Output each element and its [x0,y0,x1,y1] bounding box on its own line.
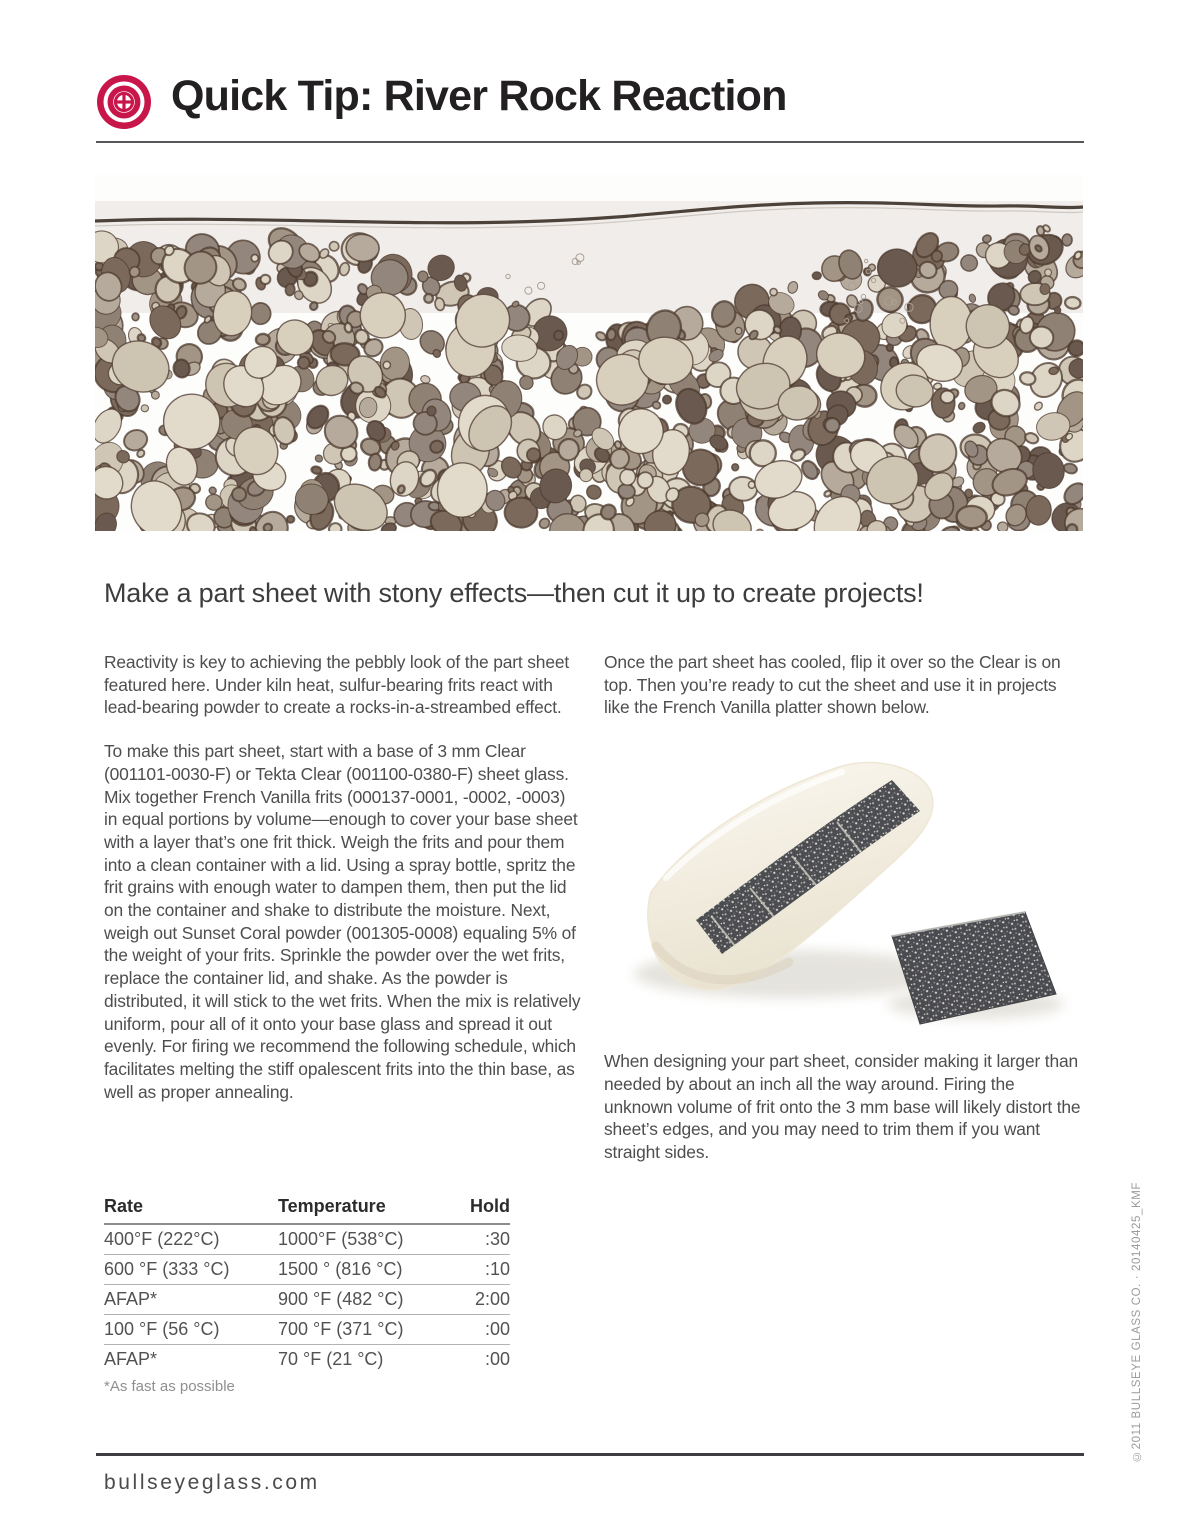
hero-photo-part-sheet [95,175,1083,531]
pebble-texture-graphic [95,175,1083,531]
table-row [104,1255,510,1285]
temperature-cell: 1000°F (538°C) [278,1229,404,1249]
table-row [104,1285,510,1315]
hold-cell: :10 [458,1255,510,1285]
bullseye-logo-icon [95,73,153,131]
left-column [104,651,582,1124]
rate-cell: 400°F (222°C) [104,1229,220,1249]
temperature-cell: 900 °F (482 °C) [278,1285,458,1315]
right-column [604,651,1086,1185]
rate-cell: AFAP* [104,1345,278,1375]
col-header-temperature: Temperature [278,1194,458,1224]
rate-cell: 100 °F (56 °C) [104,1315,278,1345]
body-paragraph: Reactivity is key to achieving the pebbly look of the part sheet featured here. Under kiln heat, sulfur-bearing frits react with lead-bearing powder to create a rocks-in-a-streambed effect. [104,652,570,718]
temperature-cell: 700 °F (371 °C) [278,1315,458,1345]
hold-cell: :00 [458,1345,510,1375]
table-footnote: *As fast as possible [104,1378,235,1395]
hold-cell: 2:00 [458,1285,510,1315]
body-paragraph: When designing your part sheet, consider making it larger than needed by about an inch all the way around. Firing the unknown volume of frit onto the 3 mm base will likely distort the sheet’s edges, and you may need to trim them if you want straight sides. [604,1051,1081,1162]
body-paragraph: To make this part sheet, start with a base of 3 mm Clear (001101-0030-F) or Tekta Clear (001100-0380-F) sheet glass. Mix together French Vanilla frits (000137-0001, -0002, -0003) in equal portions by volume—enough to cover your base sheet with a layer that’s one frit thick. Weigh the frits and pour them into a clean container with a lid. Using a spray bottle, spritz the frit grains with enough water to dampen them, then put the lid on the container and shake to distribute the moisture. Next, weigh out Sunset Coral powder (001305-0008) equaling 5% of the weight of your frits. Sprinkle the powder over the wet frits, replace the container lid, and shake. As the powder is distributed, it will stick to the wet frits. When the mix is relatively uniform, pour all of it onto your base glass and spread it out evenly. For firing we recommend the following schedule, which facilitates melting the stiff opalescent frits into the thin base, as well as proper annealing. [104,741,581,1102]
temperature-cell: 1500 ° (816 °C) [278,1255,458,1285]
hold-cell: :30 [484,1229,510,1249]
table-row [104,1224,510,1255]
table-row [104,1315,510,1345]
copyright-side-note: ©2011 BULLSEYE GLASS CO. · 20140425_KMF [1131,1181,1143,1462]
footer-divider [96,1453,1084,1456]
header-divider [96,141,1084,143]
firing-schedule-table [104,1194,510,1374]
table-header-row [104,1194,510,1224]
table-row [104,1345,510,1375]
hold-cell: :00 [458,1315,510,1345]
col-header-rate: Rate [104,1194,278,1224]
body-paragraph: Once the part sheet has cooled, flip it over so the Clear is on top. Then you’re ready to cut the sheet and use it in projects like the French Vanilla platter shown below. [604,652,1061,718]
platter-photo [604,740,1086,1032]
subtitle: Make a part sheet with stony effects—then cut it up to create projects! [104,578,924,608]
temperature-cell: 70 °F (21 °C) [278,1345,458,1375]
col-header-hold: Hold [458,1194,510,1224]
site-url[interactable]: bullseyeglass.com [104,1471,320,1494]
page-title: Quick Tip: River Rock Reaction [171,72,787,120]
platter-graphic [604,740,1086,1032]
rate-cell: AFAP* [104,1285,278,1315]
rate-cell: 600 °F (333 °C) [104,1255,278,1285]
